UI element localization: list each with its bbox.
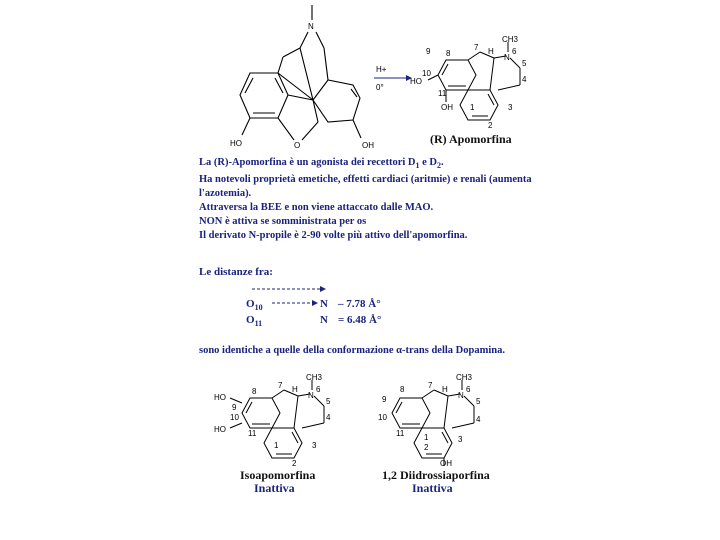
dihydroxy-num-4: 4 <box>476 415 481 424</box>
dihydroxy-n: N <box>458 391 464 400</box>
iso-ho-bottom: HO <box>214 425 226 434</box>
morphine-structure <box>228 0 388 155</box>
apomorphine-caption: (R) Apomorfina <box>430 132 512 146</box>
iso-num-11: 11 <box>248 429 257 438</box>
morphine-n-label: N <box>308 22 314 31</box>
dihydroxy-num-5: 5 <box>476 397 481 406</box>
iso-num-8: 8 <box>252 387 257 396</box>
dihydroxy-num-7: 7 <box>428 381 433 390</box>
dihydroxy-num-6: 6 <box>466 385 471 394</box>
iso-ch3: CH3 <box>306 373 323 382</box>
dihydroxy-ch3: CH3 <box>456 373 473 382</box>
iso-num-4: 4 <box>326 413 331 422</box>
apomorphine-num-8: 8 <box>446 49 451 58</box>
distances-heading: Le distanze fra: <box>199 266 273 278</box>
dihydroxy-num-1: 1 <box>424 433 429 442</box>
reaction-arrow <box>372 62 412 96</box>
apomorphine-num-1: 1 <box>470 103 475 112</box>
apomorphine-ch3: CH3 <box>502 35 519 44</box>
iso-num-1: 1 <box>274 441 279 450</box>
apomorphine-ho: HO <box>410 77 422 86</box>
dihydroxy-h: H <box>442 385 448 394</box>
text-line-4: Attraversa la BEE e non viene attaccato dalle MAO. <box>199 202 434 214</box>
text-line-1: La (R)-Apomorfina è un agonista dei recettori $D_1$ e $D_2$. <box>199 157 444 171</box>
isoapomorphine-caption: Isoapomorfina <box>240 468 316 482</box>
dihydroxy-num-10: 10 <box>378 413 387 422</box>
distance-row-1: $O_{10}$ <box>246 298 263 313</box>
dihydroxy-num-2: 2 <box>424 443 429 452</box>
dihydroxy-num-9: 9 <box>382 395 387 404</box>
apomorphine-num-3: 3 <box>508 103 513 112</box>
distance-row-2-value: = 6.48 Å° <box>338 314 382 326</box>
iso-h: H <box>292 385 298 394</box>
apomorphine-h: H <box>488 47 494 56</box>
apomorphine-n: N <box>504 53 510 62</box>
dihydroxyaporphine-caption: 1,2 Diidrossiaporfina <box>382 468 490 482</box>
conclusion-line: sono identiche a quelle della conformazione α-trans della Dopamina. <box>199 345 505 356</box>
apomorphine-num-11: 11 <box>438 89 447 98</box>
iso-n: N <box>308 391 314 400</box>
text-line-5: NON è attiva se somministrata per os <box>199 216 367 228</box>
iso-num-5: 5 <box>326 397 331 406</box>
dihydroxy-num-3: 3 <box>458 435 463 444</box>
morphine-ho-label: HO <box>230 139 242 148</box>
dihydroxyaporphine-structure <box>372 368 502 468</box>
arrow-above-label: H+ <box>376 65 387 74</box>
distance-row-2: $O_{11}$ <box>246 314 263 329</box>
iso-num-2: 2 <box>292 459 297 468</box>
dihydroxy-num-8: 8 <box>400 385 405 394</box>
text-line-3: l'azotemia). <box>199 188 252 200</box>
iso-num-3: 3 <box>312 441 317 450</box>
apomorphine-num-2: 2 <box>488 121 493 130</box>
apomorphine-oh: OH <box>441 103 453 112</box>
apomorphine-num-4: 4 <box>522 75 527 84</box>
distance-row-2-n: N <box>320 314 328 326</box>
text-line-6: Il derivato N-propile è 2-90 volte più attivo dell'apomorfina. <box>199 230 468 242</box>
dihydroxy-num-11: 11 <box>396 429 405 438</box>
isoapomorphine-structure <box>212 368 342 468</box>
apomorphine-num-9: 9 <box>426 47 431 56</box>
morphine-oh-label: OH <box>362 141 374 150</box>
apomorphine-num-10: 10 <box>422 69 431 78</box>
iso-num-6: 6 <box>316 385 321 394</box>
iso-num-10: 10 <box>230 413 239 422</box>
iso-ho-top: HO <box>214 393 226 402</box>
dihydroxyaporphine-status: Inattiva <box>412 481 453 495</box>
arrow-below-label: 0° <box>376 83 384 92</box>
distance-row-1-value: – 7.78 Å° <box>338 298 381 310</box>
morphine-o-label: O <box>294 141 301 150</box>
isoapomorphine-status: Inattiva <box>254 481 295 495</box>
apomorphine-num-7: 7 <box>474 43 479 52</box>
apomorphine-num-5: 5 <box>522 59 527 68</box>
iso-num-7: 7 <box>278 381 283 390</box>
description-block <box>199 156 559 243</box>
iso-num-9: 9 <box>232 403 237 412</box>
apomorphine-num-6: 6 <box>512 47 517 56</box>
text-line-2: Ha notevoli proprietà emetiche, effetti cardiaci (aritmie) e renali (aumenta <box>199 174 532 186</box>
apomorphine-structure <box>408 30 538 130</box>
distance-row-1-n: N <box>320 298 328 310</box>
dihydroxy-oh-label: OH <box>440 459 452 468</box>
